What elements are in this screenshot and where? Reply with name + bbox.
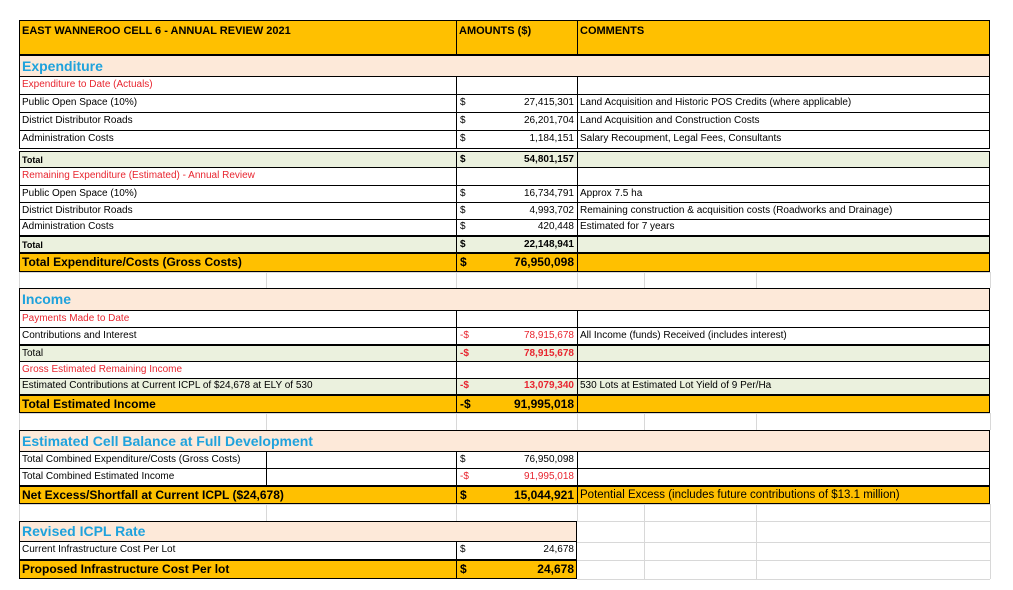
gridline xyxy=(456,413,457,430)
total-label: Total xyxy=(22,348,44,359)
comment-cell: Remaining construction & acquisition costs (Roadworks and Drainage) xyxy=(580,205,893,216)
gridline xyxy=(266,504,267,521)
currency-symbol: $ xyxy=(460,205,466,216)
gridline xyxy=(19,504,990,505)
item-label: Total Combined Estimated Income xyxy=(22,471,175,482)
amount-value: 4,993,702 xyxy=(529,205,574,216)
gridline xyxy=(19,504,20,521)
income-heading: Income xyxy=(22,291,72,307)
expenditure-item-row xyxy=(19,113,990,131)
combined-income-row xyxy=(19,469,990,486)
item-label: Estimated Contributions at Current ICPL of $24,678 at ELY of 530 xyxy=(22,380,313,391)
remaining-label-row xyxy=(19,168,990,186)
comments-column-header: COMMENTS xyxy=(580,25,645,37)
net-excess-comment: Potential Excess (includes future contributions of $13.1 million) xyxy=(580,489,900,501)
item-label: Contributions and Interest xyxy=(22,330,137,341)
gridline xyxy=(990,521,991,579)
payments-label-row xyxy=(19,311,990,328)
amount-value: 24,678 xyxy=(543,544,574,555)
amount-value: 78,915,678 xyxy=(523,330,574,341)
actuals-label: Expenditure to Date (Actuals) xyxy=(22,79,153,90)
comment-cell: Estimated for 7 years xyxy=(580,221,675,232)
payments-label: Payments Made to Date xyxy=(22,313,130,324)
amount-cell xyxy=(457,487,578,503)
proposed-icpl-label: Proposed Infrastructure Cost Per lot xyxy=(22,562,230,576)
estimated-label-row xyxy=(19,362,990,379)
amount-cell xyxy=(457,346,578,361)
amount-value: 91,995,018 xyxy=(523,471,574,482)
amount-value: 1,184,151 xyxy=(529,133,574,144)
amount-cell xyxy=(457,186,578,202)
gridline xyxy=(644,272,645,288)
gridline xyxy=(756,504,757,521)
icpl-heading: Revised ICPL Rate xyxy=(22,523,146,539)
currency-symbol: $ xyxy=(460,97,466,108)
amount-value: 420,448 xyxy=(537,221,574,232)
total-label: Total xyxy=(22,240,43,250)
amount-value: 76,950,098 xyxy=(523,454,574,465)
gridline xyxy=(990,504,991,521)
amount-cell xyxy=(457,152,578,167)
net-excess-row xyxy=(19,486,990,504)
gridline xyxy=(756,272,757,288)
currency-symbol: $ xyxy=(460,154,466,165)
currency-symbol: $ xyxy=(460,239,466,250)
amount-value: 22,148,941 xyxy=(523,239,574,250)
amount-value: 27,415,301 xyxy=(523,97,574,108)
gridline xyxy=(644,504,645,521)
estimated-label: Gross Estimated Remaining Income xyxy=(22,364,183,375)
amount-value: 16,734,791 xyxy=(523,188,574,199)
gridline xyxy=(577,504,578,521)
comment-cell: Approx 7.5 ha xyxy=(580,188,643,199)
expenditure-heading: Expenditure xyxy=(22,58,103,74)
balance-heading: Estimated Cell Balance at Full Development xyxy=(22,433,313,449)
amount-cell xyxy=(457,396,578,412)
item-label: Administration Costs xyxy=(22,133,114,144)
gridline xyxy=(19,272,20,288)
currency-symbol: -$ xyxy=(460,348,469,359)
currency-symbol: -$ xyxy=(460,397,471,411)
amount-value: 78,915,678 xyxy=(523,348,574,359)
amount-cell xyxy=(457,237,578,252)
expenditure-heading-row xyxy=(19,55,990,77)
proposed-icpl-row xyxy=(19,560,577,579)
total-expenditure-label: Total Expenditure/Costs (Gross Costs) xyxy=(22,255,242,269)
report-title: EAST WANNEROO CELL 6 - ANNUAL REVIEW 2021 xyxy=(22,25,291,37)
amounts-column-header: AMOUNTS ($) xyxy=(459,25,532,37)
gridline xyxy=(577,560,990,561)
gridline xyxy=(577,521,990,522)
currency-symbol: $ xyxy=(460,255,467,269)
current-icpl-row xyxy=(19,542,577,560)
currency-symbol: $ xyxy=(460,488,467,502)
remaining-label: Remaining Expenditure (Estimated) - Annual Review xyxy=(22,170,255,181)
comment-cell: Land Acquisition and Construction Costs xyxy=(580,115,760,126)
currency-symbol: -$ xyxy=(460,380,469,391)
income-heading-row xyxy=(19,288,990,311)
currency-symbol: $ xyxy=(460,221,466,232)
currency-symbol: $ xyxy=(460,115,466,126)
amount-cell xyxy=(457,254,578,271)
payments-total-row xyxy=(19,345,990,362)
currency-symbol: -$ xyxy=(460,330,469,341)
gridline xyxy=(19,272,990,273)
gridline xyxy=(19,413,990,414)
amount-value: 15,044,921 xyxy=(513,488,574,502)
gridline xyxy=(456,272,457,288)
gridline xyxy=(266,413,267,430)
expenditure-item-row xyxy=(19,203,990,220)
amount-value: 24,678 xyxy=(537,562,574,576)
combined-expenditure-row xyxy=(19,452,990,469)
currency-symbol: $ xyxy=(460,454,466,465)
gridline xyxy=(990,272,991,288)
item-label: Public Open Space (10%) xyxy=(22,97,138,108)
amount-cell xyxy=(457,113,578,130)
amount-value: 54,801,157 xyxy=(523,154,574,165)
comment-cell: 530 Lots at Estimated Lot Yield of 9 Per/Ha xyxy=(580,380,772,391)
amount-value: 26,201,704 xyxy=(523,115,574,126)
currency-symbol: $ xyxy=(460,188,466,199)
balance-heading-row xyxy=(19,430,990,452)
actuals-label-row xyxy=(19,77,990,95)
item-label: Total Combined Expenditure/Costs (Gross Costs) xyxy=(22,454,241,465)
amount-value: 91,995,018 xyxy=(513,397,574,411)
amount-cell xyxy=(457,561,578,578)
gridline xyxy=(644,521,645,579)
total-label: Total xyxy=(22,155,43,165)
amount-cell xyxy=(457,203,578,219)
actuals-total-row xyxy=(19,151,990,168)
currency-symbol: $ xyxy=(460,544,466,555)
gridline xyxy=(577,579,990,580)
gridline xyxy=(456,504,457,521)
total-income-row xyxy=(19,395,990,413)
gridline xyxy=(577,272,578,288)
contributions-row xyxy=(19,328,990,345)
comment-cell: All Income (funds) Received (includes interest) xyxy=(580,330,787,341)
gridline xyxy=(990,413,991,430)
amount-cell xyxy=(457,328,578,344)
gridline xyxy=(756,413,757,430)
amount-cell xyxy=(457,131,578,148)
gridline xyxy=(19,413,20,430)
gridline xyxy=(644,413,645,430)
total-income-label: Total Estimated Income xyxy=(22,397,156,411)
currency-symbol: $ xyxy=(460,133,466,144)
item-label: Administration Costs xyxy=(22,221,114,232)
expenditure-item-row xyxy=(19,186,990,203)
gridline xyxy=(756,521,757,579)
gridline xyxy=(577,542,990,543)
comment-cell: Salary Recoupment, Legal Fees, Consultants xyxy=(580,133,782,144)
icpl-heading-row xyxy=(19,521,577,542)
currency-symbol: $ xyxy=(460,562,467,576)
item-label: District Distributor Roads xyxy=(22,205,133,216)
expenditure-item-row xyxy=(19,131,990,149)
amount-value: 76,950,098 xyxy=(513,255,574,269)
amount-cell xyxy=(457,469,578,485)
item-label: Current Infrastructure Cost Per Lot xyxy=(22,544,176,555)
amount-cell xyxy=(457,95,578,112)
header-row xyxy=(19,20,990,55)
item-label: Public Open Space (10%) xyxy=(22,188,138,199)
remaining-total-row xyxy=(19,236,990,253)
total-expenditure-row xyxy=(19,253,990,272)
amount-cell xyxy=(457,220,578,235)
comment-cell: Land Acquisition and Historic POS Credits (where applicable) xyxy=(580,97,852,108)
estimated-contributions-row xyxy=(19,379,990,395)
expenditure-item-row xyxy=(19,95,990,113)
expenditure-item-row xyxy=(19,220,990,236)
item-label: District Distributor Roads xyxy=(22,115,133,126)
amount-cell xyxy=(457,452,578,468)
amount-value: 13,079,340 xyxy=(523,380,574,391)
amount-cell xyxy=(457,542,578,559)
net-excess-label: Net Excess/Shortfall at Current ICPL ($24,678) xyxy=(22,488,284,502)
gridline xyxy=(577,413,578,430)
amount-cell xyxy=(457,379,578,394)
gridline xyxy=(266,272,267,288)
currency-symbol: -$ xyxy=(460,471,469,482)
